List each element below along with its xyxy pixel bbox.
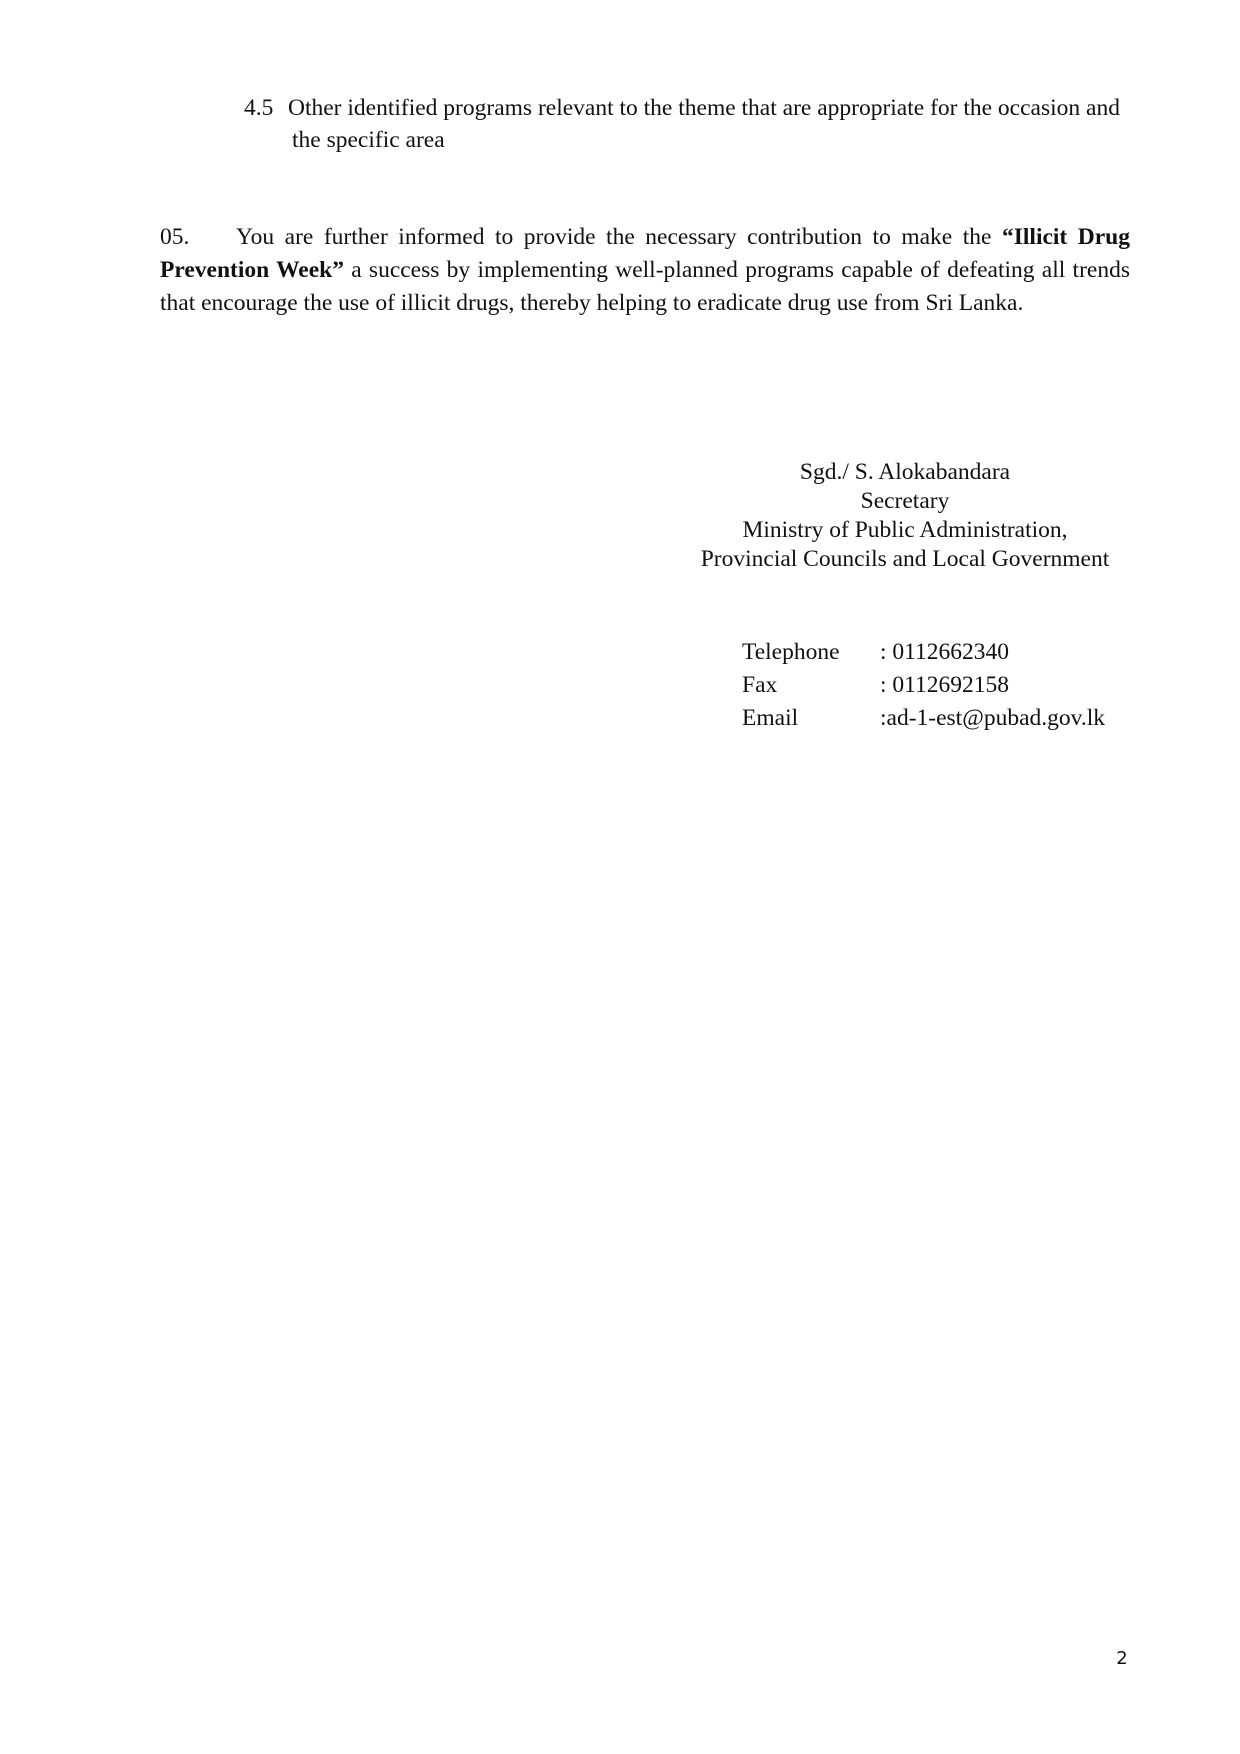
signatory-name: Sgd./ S. Alokabandara	[799, 459, 1011, 485]
list-item-text: Other identified programs relevant to the theme that are appropriate for the occasion and the specific area	[288, 95, 1120, 153]
paragraph-text-before: You are further informed to provide the necessary contribution to make the	[236, 224, 1002, 250]
paragraph-text-after: a success by implementing well-planned programs capable of defeating all trends that encourage the use of illicit drugs, thereby helping to eradicate drug use from Sri Lanka.	[160, 257, 1130, 316]
contact-value: : 0112662340	[880, 639, 1010, 665]
list-item-number: 4.5	[244, 95, 274, 121]
paragraph-bold-title: “Illicit Drug Prevention Week”	[160, 224, 1130, 283]
contact-row-email	[742, 702, 1105, 735]
contact-label: Fax	[742, 672, 778, 698]
list-item-4-5	[244, 92, 1130, 156]
ministry-line-1: Ministry of Public Administration,	[742, 517, 1068, 543]
contact-row-telephone	[742, 636, 1105, 669]
contact-value: :ad-1-est@pubad.gov.lk	[880, 705, 1106, 731]
signatory-designation: Secretary	[860, 488, 950, 514]
contact-label: Email	[742, 705, 799, 731]
page-number: 2	[1116, 1648, 1128, 1669]
contact-label: Telephone	[742, 639, 840, 665]
paragraph-number: 05.	[160, 224, 190, 250]
ministry-line-2: Provincial Councils and Local Government	[700, 546, 1110, 572]
contact-value: : 0112692158	[880, 672, 1010, 698]
contact-row-fax	[742, 669, 1105, 702]
signature-block	[680, 458, 1130, 574]
contact-details	[742, 636, 1105, 735]
paragraph-05	[160, 221, 1130, 320]
